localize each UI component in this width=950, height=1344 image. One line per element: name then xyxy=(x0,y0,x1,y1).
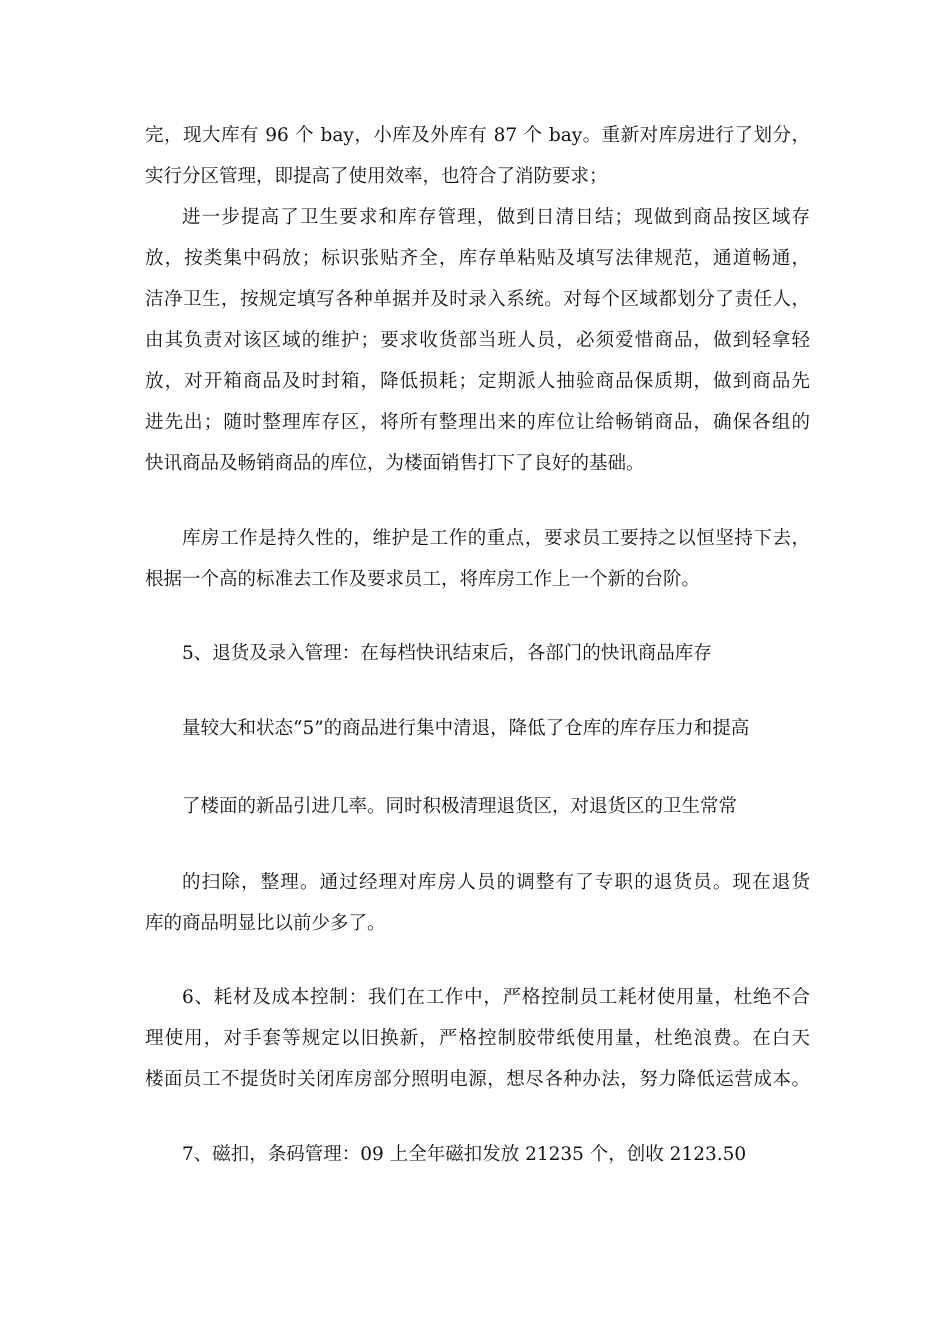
paragraph-2-line-5: 放，对开箱商品及时封箱，降低损耗；定期派人抽验商品保质期，做到商品先 xyxy=(145,371,810,392)
paragraph-5-line-2: 理使用，对手套等规定以旧换新，严格控制胶带纸使用量，杜绝浪费。在白天 xyxy=(145,1028,810,1049)
paragraph-2-line-7: 快讯商品及畅销商品的库位，为楼面销售打下了良好的基础。 xyxy=(145,453,645,474)
paragraph-4-line-3: 了楼面的新品引进几率。同时积极清理退货区，对退货区的卫生常常 xyxy=(182,796,738,817)
paragraph-4-line-4: 的扫除，整理。通过经理对库房人员的调整有了专职的退货员。现在退货 xyxy=(182,872,810,893)
paragraph-2-line-6: 进先出；随时整理库存区，将所有整理出来的库位让给畅销商品，确保各组的 xyxy=(145,412,810,433)
paragraph-2-line-1: 进一步提高了卫生要求和库存管理，做到日清日结；现做到商品按区域存 xyxy=(182,207,810,228)
paragraph-4-line-1: 5、退货及录入管理：在每档快讯结束后，各部门的快讯商品库存 xyxy=(182,643,712,664)
paragraph-1-line-1: 完，现大库有 96 个 bay，小库及外库有 87 个 bay。重新对库房进行了划分， xyxy=(145,125,810,146)
paragraph-2-line-4: 由其负责对该区域的维护；要求收货部当班人员，必须爱惜商品，做到轻拿轻 xyxy=(145,330,810,351)
paragraph-5-line-3: 楼面员工不提货时关闭库房部分照明电源，想尽各种办法，努力降低运营成本。 xyxy=(145,1069,810,1090)
paragraph-3-line-2: 根据一个高的标准去工作及要求员工，将库房工作上一个新的台阶。 xyxy=(145,569,701,590)
paragraph-4-line-5: 库的商品明显比以前少多了。 xyxy=(145,913,386,934)
paragraph-4-line-2: 量较大和状态“5”的商品进行集中清退，降低了仓库的库存压力和提高 xyxy=(182,718,750,739)
paragraph-2-line-2: 放，按类集中码放；标识张贴齐全，库存单粘贴及填写法律规范，通道畅通， xyxy=(145,248,810,269)
paragraph-1-line-2: 实行分区管理，即提高了使用效率，也符合了消防要求； xyxy=(145,166,608,187)
paragraph-2-line-3: 洁净卫生，按规定填写各种单据并及时录入系统。对每个区域都划分了责任人， xyxy=(145,289,810,310)
paragraph-5-line-1: 6、耗材及成本控制：我们在工作中，严格控制员工耗材使用量，杜绝不合 xyxy=(182,987,810,1008)
paragraph-6-line-1: 7、磁扣，条码管理：09 上全年磁扣发放 21235 个，创收 2123.50 xyxy=(182,1144,747,1165)
paragraph-3-line-1: 库房工作是持久性的，维护是工作的重点，要求员工要持之以恒坚持下去， xyxy=(182,528,810,549)
